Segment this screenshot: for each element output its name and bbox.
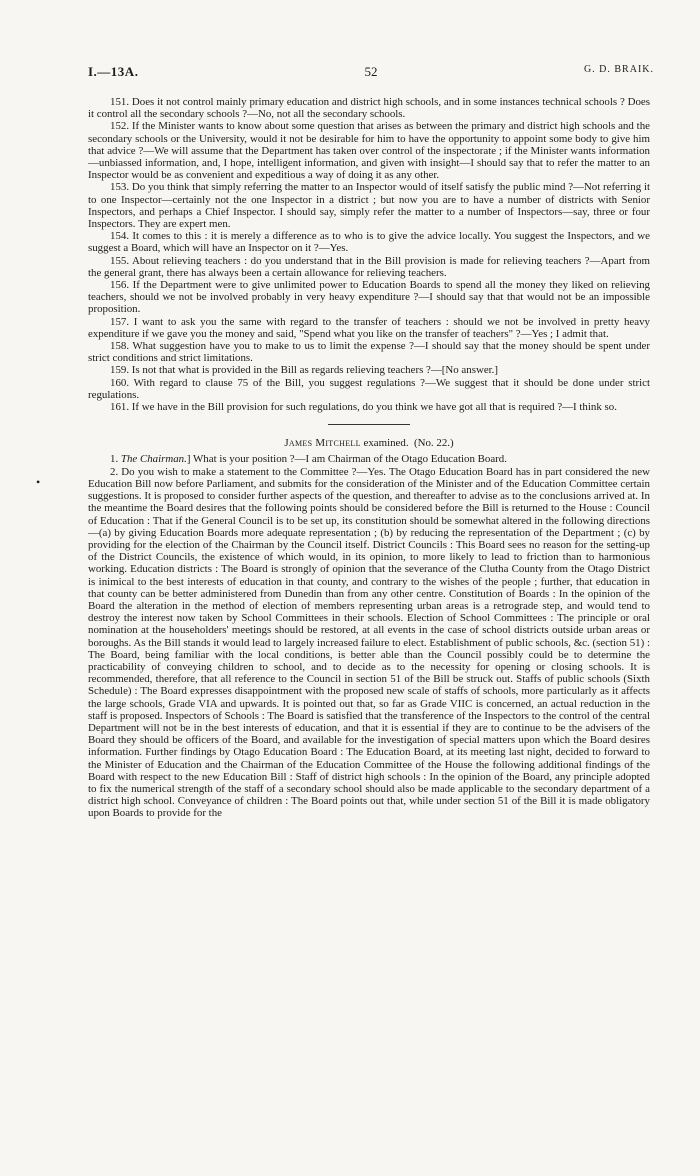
testimony-paragraph: 1. The Chairman.] What is your position ?—I am Chairman of the Otago Education Board. bbox=[110, 453, 507, 466]
section-heading bbox=[88, 437, 650, 449]
question-paragraph: 160. With regard to clause 75 of the Bill, you suggest regulations ?—We suggest that it should be done under strict regulations. bbox=[88, 376, 650, 401]
question-paragraph: 152. If the Minister wants to know about some question that arises as between the primary and district high schools and the secondary schools or the University, would it not be desirable for him to have the opportunity to appoint some body to give him that advice ?—We will assume that the Department has taken over control of the inspectorate ; if the Minister wants information—unbiassed information, and, I hope, intelligent information, and given with insight—I should say that to refer the matter to an Inspector would be as convenient and expeditious a way of doing it as any other. bbox=[88, 120, 650, 182]
witness-name: G. D. BRAIK. bbox=[583, 64, 654, 75]
witness-number: (No. 22.) bbox=[414, 437, 454, 450]
examined-label: examined. bbox=[360, 437, 409, 450]
question-paragraph: 154. It comes to this : it is merely a difference as to who is to give the advice locally. You suggest the Inspectors, and we suggest a Board, which will have an Inspector on it ?—Yes. bbox=[88, 230, 650, 255]
chairman-label: The Chairman. bbox=[120, 453, 187, 466]
document-body bbox=[88, 96, 650, 820]
question-paragraph: 151. Does it not control mainly primary education and district high schools, and in some instances technical schools ? Does it control all the secondary schools ?—No, not all the secondary schools. bbox=[88, 96, 650, 121]
section-divider bbox=[328, 424, 410, 425]
document-reference: I.—13A. bbox=[88, 64, 139, 79]
question-paragraph: 153. Do you think that simply referring the matter to an Inspector would of itself satisfy the public mind ?—Not referring it to one Inspector—certainly not the one Inspector in a district ; but now you are to have a number of districts with Senior Inspectors, and perhaps a Chief Inspector. I should say, simply refer the matter to a number of Inspectors—say, three or four Inspectors. They are expert men. bbox=[88, 181, 650, 231]
question-paragraph: 157. I want to ask you the same with regard to the transfer of teachers : should we not be involved in pretty heavy expenditure if we gave you the money and said, "Spend what you like on the transfer of teachers" ?—Yes ; I admit that. bbox=[88, 315, 650, 340]
page-header bbox=[88, 64, 654, 80]
question-paragraph: 156. If the Department were to give unlimited power to Education Boards to spend all the money they liked on relieving teachers, should we not be involved probably in very heavy expenditure ?—I should say that that would not be an impossible proposition. bbox=[88, 279, 650, 316]
witness-heading-name: James Mitchell bbox=[284, 437, 361, 450]
question-paragraph: 161. If we have in the Bill provision for such regulations, do you think we have got all that is required ?—I think so. bbox=[110, 401, 617, 414]
testimony-text: ] What is your position ?—I am Chairman of the Otago Education Board. bbox=[186, 453, 507, 466]
question-paragraph: 155. About relieving teachers : do you understand that in the Bill provision is made for relieving teachers ?—Apart from the general grant, there has always been a certain allowance for relieving teachers. bbox=[88, 254, 650, 279]
page-number: 52 bbox=[364, 64, 378, 79]
question-paragraph: 158. What suggestion have you to make to us to limit the expense ?—I should say that the money should be spent under strict conditions and strict limitations. bbox=[88, 340, 650, 365]
question-paragraph: 159. Is not that what is provided in the Bill as regards relieving teachers ?—[No answer.] bbox=[110, 364, 499, 377]
testimony-paragraph: 2. Do you wish to make a statement to the Committee ?—Yes. The Otago Education Board has in part considered the new Education Bill now before Parliament, and submits for the consideration of the Minister and of the Education Committee certain suggestions. It is proposed to consider further aspects of the question, and thereafter to advise as to the conclusions arrived at. In the meantime the Board desires that the following points should be considered before the Bill is returned to the House : Council of Education : That if the General Council is to be set up, its constitution should be somewhat altered in the following directions—(a) by giving Education Boards more adequate representation ; (b) by reducing the representation of the Department ; (c) by providing for the election of the Chairman by the Council itself. District Councils : This Board sees no reason for the setting-up of the District Councils, the existence of which would, in its opinion, to more likely to lead to friction than to harmonious working. Education districts : The Board is strongly of opinion that the severance of the Clutha County from the Otago District is inimical to the best interests of education in that county, and contrary to the wishes of the people ; further, that education in that county can be better administered from Dunedin than from any other centre. Constitution of Boards : In the opinion of the Board the alteration in the method of election of members representing urban areas is a retrograde step, and would tend to destroy the interest now taken by School Committees in their schools. Election of School Committees : The principle or oral nomination at the householders' meetings should be restored, at all events in the case of school districts outside urban areas or boroughs. As the Bill stands it would lead to largely increased failure to elect. Establishment of public schools, &c. (section 51) : The Board, being familiar with the local conditions, is better able than the Council possibly could be to determine the practicability of conveying children to school, and to decide as to the necessity for opening or closing schools. It is recommended, therefore, that all reference to the Council in section 51 of the Bill be struck out. Staffs of public schools (Sixth Schedule) : The Board expresses disappointment with the proposed new scale of staffs of schools, more particularly as it affects the large schools, Grade VIA and upwards. It is pointed out that, so far as Grade VIIC is concerned, an actual reduction in the staff is proposed. Inspectors of Schools : The Board is satisfied that the transference of the Inspectors to the control of the central Department will not be in the best interests of education, and that it is essential if they are to continue to be the advisers of the Board they should be officers of the Board, and available for the investigation of special matters upon which the Board desires information. Further findings by Otago Education Board : The Education Board, at its meeting last night, decided to forward to the Minister of Education and the Chairman of the Education Committee of the House the following additional findings of the Board with respect to the new Education Bill : Staff of district high schools : In the opinion of the Board, any principle adopted to fix the numerical strength of the staff of a secondary school should also be made applicable to the secondary department of a district high school. Conveyance of children : The Board points out that, while under section 51 of the Bill it is made obligatory upon Boards to provide for the bbox=[88, 465, 650, 820]
margin-dot: • bbox=[36, 475, 41, 489]
